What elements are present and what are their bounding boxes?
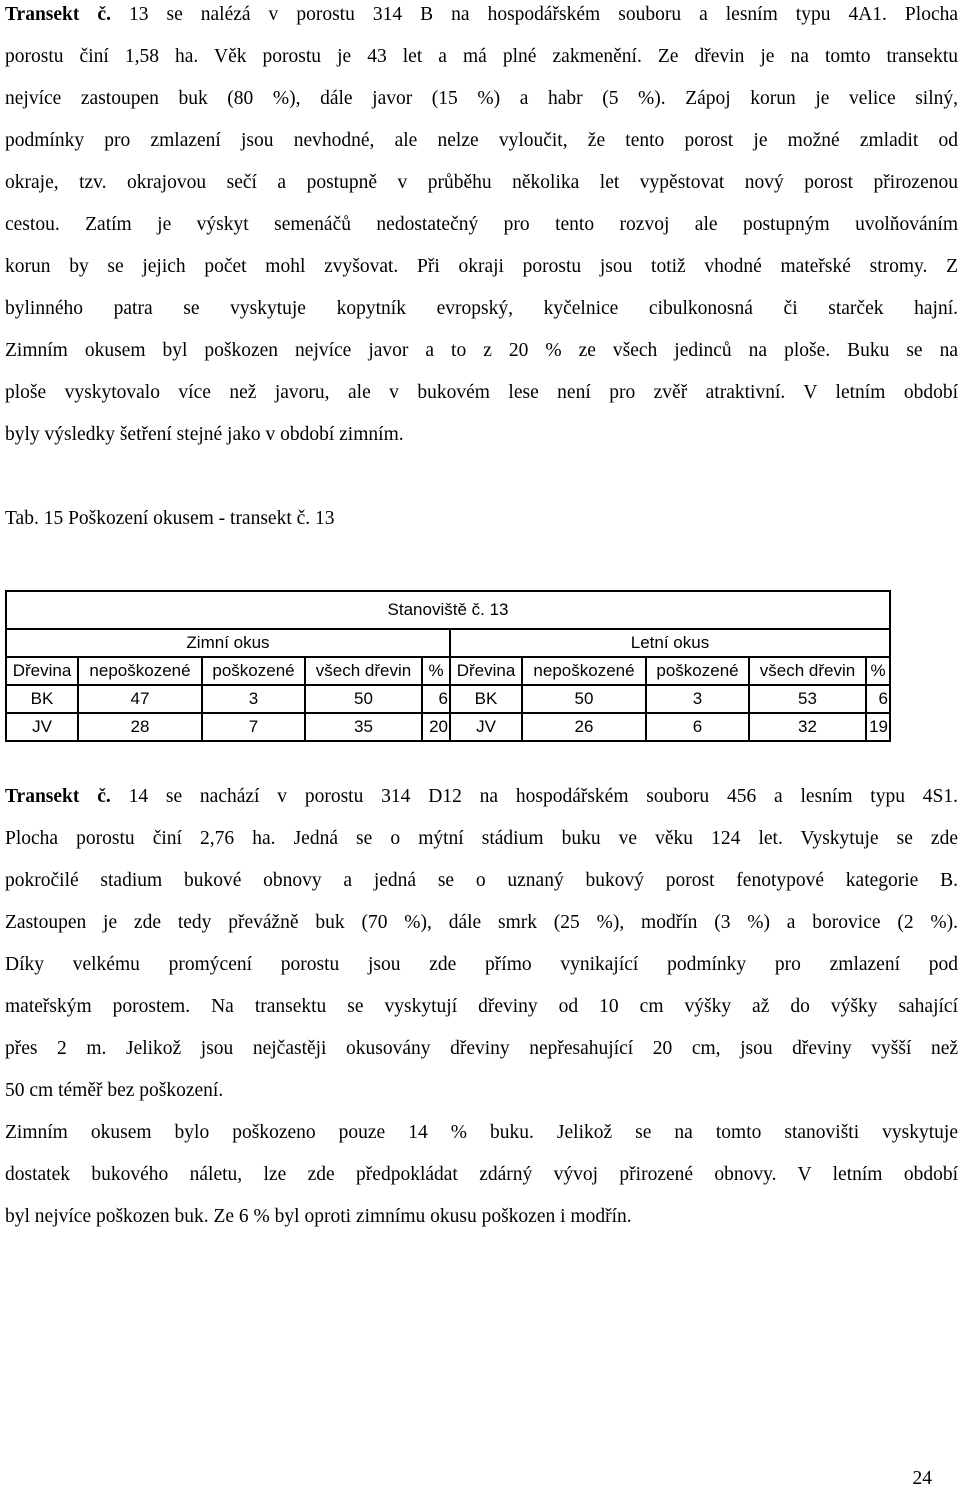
- text-line: [5, 204, 958, 246]
- text-line: [5, 330, 958, 372]
- table-cell: 3: [202, 685, 305, 713]
- transect-14-paragraph: [5, 776, 958, 1112]
- table-caption: Tab. 15 Poškození okusem - transekt č. 13: [5, 508, 335, 529]
- transect-label: Transekt č.: [5, 4, 111, 25]
- table-cell: 6: [422, 685, 450, 713]
- line-text: mateřským porostem. Na transektu se vyskytují dřeviny od 10 cm výšky až do výšky sahající: [5, 996, 958, 1017]
- table-row: [6, 685, 890, 713]
- text-line: [5, 372, 958, 414]
- text-line: [5, 776, 958, 818]
- table-cell: 19: [866, 713, 890, 741]
- table-cell: BK: [6, 685, 78, 713]
- line-text: 14 se nachází v porostu 314 D12 na hospodářském souboru 456 a lesním typu 4S1.: [110, 786, 958, 807]
- table-cell: 20: [422, 713, 450, 741]
- line-text: byl nejvíce poškozen buk. Ze 6 % byl oproti zimnímu okusu poškozen i modřín.: [5, 1206, 632, 1227]
- table-cell: 6: [646, 713, 749, 741]
- transect-13-paragraph: [5, 0, 958, 456]
- text-line: [5, 1154, 958, 1196]
- line-text: Plocha porostu činí 2,76 ha. Jedná se o mýtní stádium buku ve věku 124 let. Vyskytuje se zde: [5, 828, 958, 849]
- line-text: podmínky pro zmlazení jsou nevhodné, ale nelze vyloučit, že tento porost je možné zmladit od: [5, 130, 958, 151]
- line-text: porostu činí 1,58 ha. Věk porostu je 43 let a má plné zakmenění. Ze dřevin je na tomto transektu: [5, 46, 958, 67]
- table-cell: 26: [522, 713, 646, 741]
- table-cell: 6: [866, 685, 890, 713]
- text-line: [5, 246, 958, 288]
- damage-table: [5, 590, 891, 742]
- line-text: Zastoupen je zde tedy převážně buk (70 %), dále smrk (25 %), modřín (3 %) a borovice (2 %).: [5, 912, 958, 933]
- line-text: přes 2 m. Jelikož jsou nejčastěji okusovány dřeviny nepřesahující 20 cm, jsou dřeviny vyšší než: [5, 1038, 958, 1059]
- table-cell: 50: [305, 685, 422, 713]
- text-line: [5, 36, 958, 78]
- table-cell: 35: [305, 713, 422, 741]
- column-header: všech dřevin: [749, 657, 866, 685]
- text-line: [5, 860, 958, 902]
- line-text: nejvíce zastoupen buk (80 %), dále javor (15 %) a habr (5 %). Zápoj korun je velice silný,: [5, 88, 958, 109]
- column-header: Dřevina: [450, 657, 522, 685]
- text-line: [5, 0, 958, 36]
- text-line: [5, 986, 958, 1028]
- line-text: dostatek bukového náletu, lze zde předpokládat zdárný vývoj přirozené obnovy. V letním období: [5, 1164, 958, 1185]
- column-header: Dřevina: [6, 657, 78, 685]
- table-cell: 47: [78, 685, 202, 713]
- line-text: cestou. Zatím je výskyt semenáčů nedostatečný pro tento rozvoj ale postupným uvolňováním: [5, 214, 958, 235]
- text-line: [5, 944, 958, 986]
- text-line: [5, 414, 958, 456]
- line-text: byly výsledky šetření stejné jako v období zimním.: [5, 424, 404, 445]
- text-line: [5, 902, 958, 944]
- column-header: nepoškozené: [78, 657, 202, 685]
- table-cell: 7: [202, 713, 305, 741]
- table-cell: 3: [646, 685, 749, 713]
- text-line: [5, 818, 958, 860]
- line-text: okraje, tzv. okrajovou sečí a postupně v průběhu několika let vypěstovat nový porost přirozenou: [5, 172, 958, 193]
- page-number: 24: [912, 1468, 932, 1489]
- table-title: Stanoviště č. 13: [6, 591, 890, 629]
- column-header-row: [6, 657, 890, 685]
- line-text: Díky velkému promýcení porostu jsou zde přímo vynikající podmínky pro zmlazení pod: [5, 954, 958, 975]
- column-header: všech dřevin: [305, 657, 422, 685]
- winter-browsing-header: Zimní okus: [6, 629, 450, 657]
- table-cell: 50: [522, 685, 646, 713]
- line-text: 50 cm téměř bez poškození.: [5, 1080, 224, 1101]
- line-text: pokročilé stadium bukové obnovy a jedná se o uznaný bukový porost fenotypové kategorie B.: [5, 870, 958, 891]
- text-line: [5, 120, 958, 162]
- transect-14-paragraph-2: [5, 1112, 958, 1238]
- table-cell: 28: [78, 713, 202, 741]
- column-header: poškozené: [646, 657, 749, 685]
- text-line: [5, 1070, 958, 1112]
- table-cell: 32: [749, 713, 866, 741]
- table-cell: JV: [450, 713, 522, 741]
- text-line: [5, 288, 958, 330]
- line-text: korun by se jejich počet mohl zvyšovat. Při okraji porostu jsou totiž vhodné mateřské stromy. Z: [5, 256, 958, 277]
- summer-browsing-header: Letní okus: [450, 629, 890, 657]
- line-text: Zimním okusem byl poškozen nejvíce javor a to z 20 % ze všech jedinců na ploše. Buku se na: [5, 340, 958, 361]
- text-line: [5, 1112, 958, 1154]
- text-line: [5, 78, 958, 120]
- line-text: Zimním okusem bylo poškozeno pouze 14 % buku. Jelikož se na tomto stanovišti vyskytuje: [5, 1122, 958, 1143]
- line-text: ploše vyskytovalo více než javoru, ale v bukovém lese není pro zvěř atraktivní. V letním období: [5, 382, 958, 403]
- line-text: 13 se nalézá v porostu 314 B na hospodářském souboru a lesním typu 4A1. Plocha: [110, 4, 958, 25]
- table-cell: 53: [749, 685, 866, 713]
- text-line: [5, 162, 958, 204]
- column-header: %: [422, 657, 450, 685]
- transect-label: Transekt č.: [5, 786, 111, 807]
- table-cell: JV: [6, 713, 78, 741]
- table-row: [6, 713, 890, 741]
- column-header: %: [866, 657, 890, 685]
- text-line: [5, 1196, 958, 1238]
- column-header: nepoškozené: [522, 657, 646, 685]
- column-header: poškozené: [202, 657, 305, 685]
- table-cell: BK: [450, 685, 522, 713]
- line-text: bylinného patra se vyskytuje kopytník evropský, kyčelnice cibulkonosná či starček hajní.: [5, 298, 958, 319]
- text-line: [5, 1028, 958, 1070]
